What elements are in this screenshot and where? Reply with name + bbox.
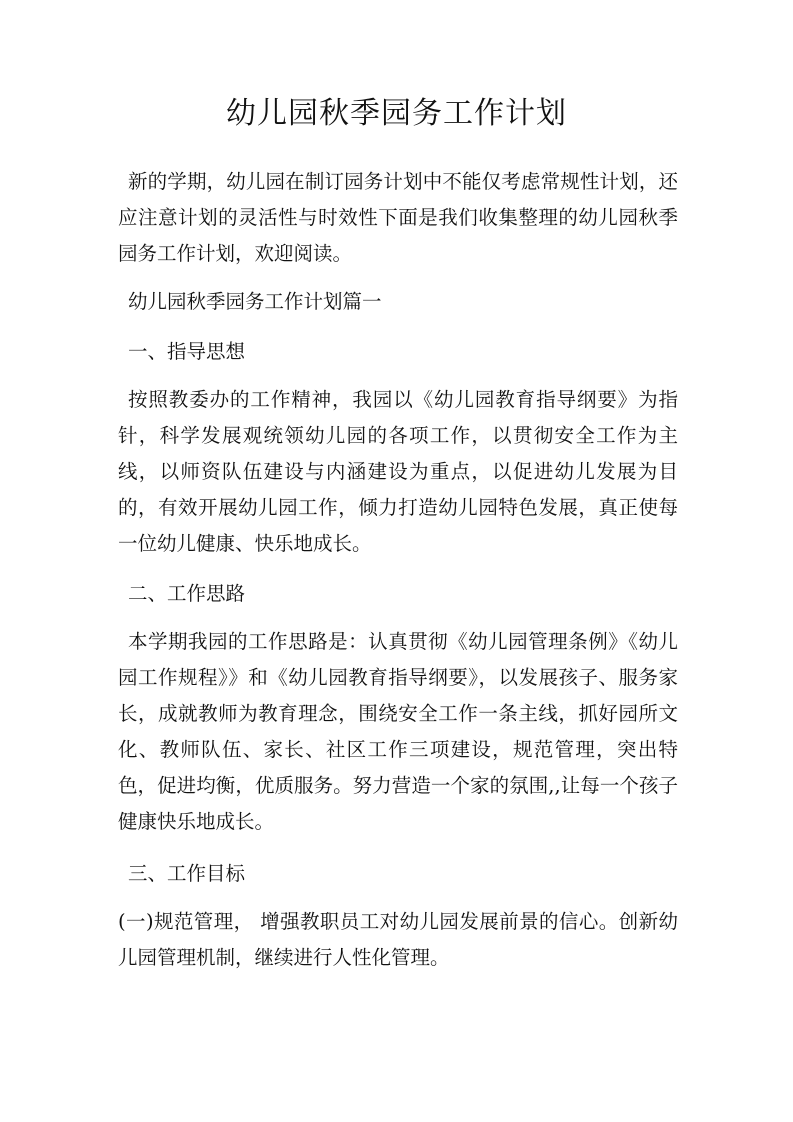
section-goal-item-1: (一)规范管理， 增强教职员工对幼儿园发展前景的信心。创新幼儿园管理机制，继续进行人性化管理。: [118, 910, 678, 969]
section-body-work-approach: 本学期我园的工作思路是：认真贯彻《幼儿园管理条例》《幼儿园工作规程》》和《幼儿园教育指导纲要》，以发展孩子、服务家长，成就教师为教育理念，围绕安全工作一条主线，抓好园所文化、教师队伍、家长、社区工作三项建设，规范管理，突出特色，促进均衡，优质服务。努力营造一个家的氛围,,让每一个孩子健康快乐地成长。: [118, 630, 678, 833]
section-body-guiding-thought: 按照教委办的工作精神，我园以《幼儿园教育指导纲要》为指针，科学发展观统领幼儿园的各项工作，以贯彻安全工作为主线，以师资队伍建设与内涵建设为重点，以促进幼儿发展为目的，有效开展幼儿园工作，倾力打造幼儿园特色发展，真正使每一位幼儿健康、快乐地成长。: [118, 388, 678, 555]
intro-paragraph: 新的学期，幼儿园在制订园务计划中不能仅考虑常规性计划，还应注意计划的灵活性与时效性下面是我们收集整理的幼儿园秋季园务工作计划，欢迎阅读。: [118, 170, 678, 265]
article-title: 幼儿园秋季园务工作计划篇一: [128, 290, 382, 313]
section-heading-work-goals: 三、工作目标: [128, 862, 246, 885]
document-title: 幼儿园秋季园务工作计划: [226, 96, 567, 131]
section-heading-guiding-thought: 一、指导思想: [128, 340, 246, 363]
section-heading-work-approach: 二、工作思路: [128, 582, 246, 605]
